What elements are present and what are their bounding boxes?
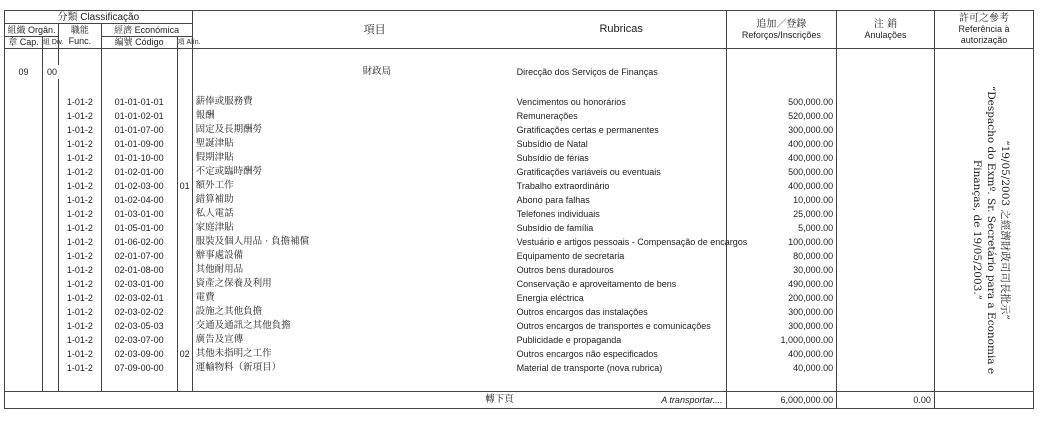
table-row — [5, 235, 1034, 249]
header-classificacao: 分類 Classificação — [5, 11, 193, 24]
row-rubrica: Energia eléctrica — [517, 291, 726, 305]
row-rubrica: Gratificações variáveis ou eventuais — [517, 165, 726, 179]
row-rubrica: Trabalho extraordinário — [517, 179, 726, 193]
row-codigo: 01-01-02-01 — [101, 109, 177, 123]
row-codigo: 01-05-01-00 — [101, 221, 177, 235]
row-func: 1-01-2 — [59, 165, 102, 179]
row-codigo: 02-03-07-00 — [101, 333, 177, 347]
header-organica: 組織 Orgân. — [5, 24, 59, 37]
row-func: 1-01-2 — [59, 221, 102, 235]
row-codigo: 02-01-07-00 — [101, 249, 177, 263]
row-func: 1-01-2 — [59, 361, 102, 375]
row-item-zh: 薪俸或服務費 — [192, 95, 517, 109]
reference-line-zh: “19/05/2003 之經濟財政司司長批示” — [999, 140, 1011, 320]
row-codigo: 02-03-09-00 — [101, 347, 177, 361]
header-ref-pt2: autorização — [960, 35, 1008, 45]
row-item-zh: 辦事處設備 — [192, 249, 517, 263]
header-reforcos-zh: 追加／登錄 — [756, 18, 807, 30]
row-reforco: 300,000.00 — [726, 123, 836, 137]
row-reforco: 490,000.00 — [726, 277, 836, 291]
row-codigo: 01-01-10-00 — [101, 151, 177, 165]
row-func: 1-01-2 — [59, 347, 102, 361]
row-reforco: 500,000.00 — [726, 95, 836, 109]
header-anulacoes-pt: Anulações — [864, 29, 907, 40]
row-item-zh: 廣告及宣傳 — [192, 333, 517, 347]
row-item-zh: 服裝及個人用品 · 負擔補償 — [192, 235, 517, 249]
row-item-zh: 資產之保養及利用 — [192, 277, 517, 291]
row-func: 1-01-2 — [59, 95, 102, 109]
row-rubrica: Publicidade e propaganda — [517, 333, 726, 347]
table-row — [5, 347, 1034, 361]
table-row — [5, 109, 1034, 123]
totals-row — [5, 392, 1034, 409]
header-div: 組 Div. — [42, 37, 58, 49]
row-codigo: 01-02-03-00 — [101, 179, 177, 193]
row-item-zh: 其他耐用品 — [192, 263, 517, 277]
row-func: 1-01-2 — [59, 109, 102, 123]
row-item-zh: 其他未指明之工作 — [192, 347, 517, 361]
row-codigo: 07-09-00-00 — [101, 361, 177, 375]
header-codigo: 編號 Código — [101, 37, 177, 49]
row-codigo: 01-01-01-01 — [101, 95, 177, 109]
row-alin — [177, 165, 192, 179]
row-func: 1-01-2 — [59, 137, 102, 151]
row-rubrica: Gratificações certas e permanentes — [517, 123, 726, 137]
header-referencia — [934, 11, 1033, 49]
row-item-zh: 交通及通訊之其他負擔 — [192, 319, 517, 333]
row-item-zh: 報酬 — [192, 109, 517, 123]
row-alin — [177, 95, 192, 109]
row-rubrica: Outros bens duradouros — [517, 263, 726, 277]
section-row — [5, 65, 1034, 79]
table-row — [5, 305, 1034, 319]
row-reforco: 10,000.00 — [726, 193, 836, 207]
row-codigo: 02-01-08-00 — [101, 263, 177, 277]
row-alin — [177, 263, 192, 277]
row-rubrica: Abono para falhas — [517, 193, 726, 207]
reference-box — [948, 60, 1034, 400]
row-alin: 02 — [177, 347, 192, 361]
row-reforco: 100,000.00 — [726, 235, 836, 249]
row-func: 1-01-2 — [59, 249, 102, 263]
row-func: 1-01-2 — [59, 235, 102, 249]
row-reforco: 300,000.00 — [726, 305, 836, 319]
row-codigo: 02-03-02-01 — [101, 291, 177, 305]
row-reforco: 520,000.00 — [726, 109, 836, 123]
header-funcional: 職能 Func. — [59, 24, 102, 49]
row-rubrica: Outros encargos de transportes e comunicações — [517, 319, 726, 333]
row-alin — [177, 109, 192, 123]
header-rubricas: Rubricas — [517, 11, 726, 49]
table-row — [5, 179, 1034, 193]
row-func: 1-01-2 — [59, 291, 102, 305]
table-row — [5, 291, 1034, 305]
row-reforco: 400,000.00 — [726, 347, 836, 361]
row-alin — [177, 137, 192, 151]
row-reforco: 40,000.00 — [726, 361, 836, 375]
row-alin — [177, 361, 192, 375]
row-item-zh: 家庭津貼 — [192, 221, 517, 235]
row-item-zh: 電費 — [192, 291, 517, 305]
row-rubrica: Equipamento de secretaria — [517, 249, 726, 263]
row-item-zh: 設施之其他負擔 — [192, 305, 517, 319]
row-rubrica: Subsídio de família — [517, 221, 726, 235]
row-rubrica: Vestuário e artigos pessoais - Compensação de encargos — [516, 237, 748, 247]
row-reforco: 500,000.00 — [726, 165, 836, 179]
row-alin — [177, 333, 192, 347]
header-economica: 經濟 Económica — [101, 24, 192, 37]
row-codigo: 02-03-01-00 — [101, 277, 177, 291]
section-cap: 09 — [5, 65, 43, 79]
row-reforco: 1,000,000.00 — [726, 333, 836, 347]
table-row — [5, 151, 1034, 165]
totals-label-pt: A transportar.... — [517, 392, 726, 409]
row-alin — [177, 319, 192, 333]
totals-anulacao: 0.00 — [837, 392, 935, 409]
reference-text — [970, 70, 1012, 390]
row-rubrica: Conservação e aproveitamento de bens — [517, 277, 726, 291]
row-reforco: 400,000.00 — [726, 137, 836, 151]
row-func: 1-01-2 — [59, 263, 102, 277]
table-row — [5, 165, 1034, 179]
row-reforco: 25,000.00 — [726, 207, 836, 221]
table-row — [5, 277, 1034, 291]
row-alin — [177, 277, 192, 291]
row-alin — [177, 235, 192, 249]
table-row — [5, 333, 1034, 347]
table-row — [5, 319, 1034, 333]
row-rubrica: Remunerações — [517, 109, 726, 123]
header-reforcos — [726, 11, 836, 49]
row-codigo: 01-01-09-00 — [101, 137, 177, 151]
row-func: 1-01-2 — [59, 179, 102, 193]
totals-reforco: 6,000,000.00 — [726, 392, 836, 409]
row-item-zh: 假期津貼 — [192, 151, 517, 165]
row-codigo: 01-03-01-00 — [101, 207, 177, 221]
row-func: 1-01-2 — [59, 333, 102, 347]
row-func: 1-01-2 — [59, 193, 102, 207]
table-row — [5, 95, 1034, 109]
totals-label-zh: 轉下頁 — [5, 392, 517, 409]
table-row — [5, 263, 1034, 277]
header-alin: 項 Alín. — [177, 37, 192, 49]
row-item-zh: 錯算補助 — [192, 193, 517, 207]
row-alin — [177, 151, 192, 165]
header-ref-pt1: Referência à — [958, 24, 1010, 34]
row-item-zh: 聖誕津貼 — [192, 137, 517, 151]
row-reforco: 80,000.00 — [726, 249, 836, 263]
row-rubrica: Material de transporte (nova rubrica) — [517, 361, 726, 375]
row-rubrica: Outros encargos não especificados — [517, 347, 726, 361]
row-alin — [177, 193, 192, 207]
header-item-zh: 項目 — [192, 11, 517, 49]
row-codigo: 02-03-02-02 — [101, 305, 177, 319]
row-codigo: 01-06-02-00 — [101, 235, 177, 249]
row-alin — [177, 207, 192, 221]
row-alin — [177, 291, 192, 305]
row-func: 1-01-2 — [59, 277, 102, 291]
header-anulacoes-zh: 注 銷 — [873, 18, 898, 30]
row-alin: 01 — [177, 179, 192, 193]
row-alin — [177, 221, 192, 235]
table-row — [5, 137, 1034, 151]
table-row — [5, 221, 1034, 235]
row-rubrica: Subsídio de Natal — [517, 137, 726, 151]
table-row — [5, 249, 1034, 263]
row-item-zh: 固定及長期酬勞 — [192, 123, 517, 137]
header-reforcos-pt: Reforços/Inscrições — [741, 29, 821, 40]
row-alin — [177, 305, 192, 319]
row-rubrica: Outros encargos das instalações — [517, 305, 726, 319]
table-row — [5, 361, 1034, 375]
budget-table — [4, 10, 1034, 409]
row-codigo: 01-01-07-00 — [101, 123, 177, 137]
row-item-zh: 不定或臨時酬勞 — [192, 165, 517, 179]
row-rubrica: Subsídio de férias — [517, 151, 726, 165]
row-codigo: 01-02-01-00 — [101, 165, 177, 179]
row-item-zh: 私人電話 — [192, 207, 517, 221]
section-div: 00 — [42, 65, 101, 79]
row-alin — [177, 249, 192, 263]
row-func: 1-01-2 — [59, 207, 102, 221]
row-reforco: 30,000.00 — [726, 263, 836, 277]
row-codigo: 02-03-05-03 — [101, 319, 177, 333]
row-func: 1-01-2 — [59, 305, 102, 319]
row-reforco: 300,000.00 — [726, 319, 836, 333]
table-row — [5, 207, 1034, 221]
row-rubrica: Vencimentos ou honorários — [517, 95, 726, 109]
row-reforco: 400,000.00 — [726, 179, 836, 193]
row-rubrica: Telefones individuais — [517, 207, 726, 221]
row-alin — [177, 123, 192, 137]
row-func: 1-01-2 — [59, 151, 102, 165]
row-item-zh: 運輸物料（新項目） — [192, 361, 517, 375]
table-row — [5, 123, 1034, 137]
row-codigo: 01-02-04-00 — [101, 193, 177, 207]
section-rubrica: Direcção dos Serviços de Finanças — [517, 65, 726, 79]
row-func: 1-01-2 — [59, 123, 102, 137]
row-item-zh: 額外工作 — [192, 179, 517, 193]
row-reforco: 400,000.00 — [726, 151, 836, 165]
reference-line-pt: “Despacho do Exmº. Sr. Secretário para a Economia e Finanças, de 19/05/2003.” — [971, 85, 997, 375]
row-reforco: 200,000.00 — [726, 291, 836, 305]
section-item-zh: 財政局 — [192, 65, 517, 79]
row-func: 1-01-2 — [59, 319, 102, 333]
header-cap: 章 Cap. — [5, 37, 43, 49]
table-row — [5, 193, 1034, 207]
row-reforco: 5,000.00 — [726, 221, 836, 235]
header-ref-zh: 許可之參考 — [958, 13, 1009, 24]
header-anulacoes — [837, 11, 935, 49]
